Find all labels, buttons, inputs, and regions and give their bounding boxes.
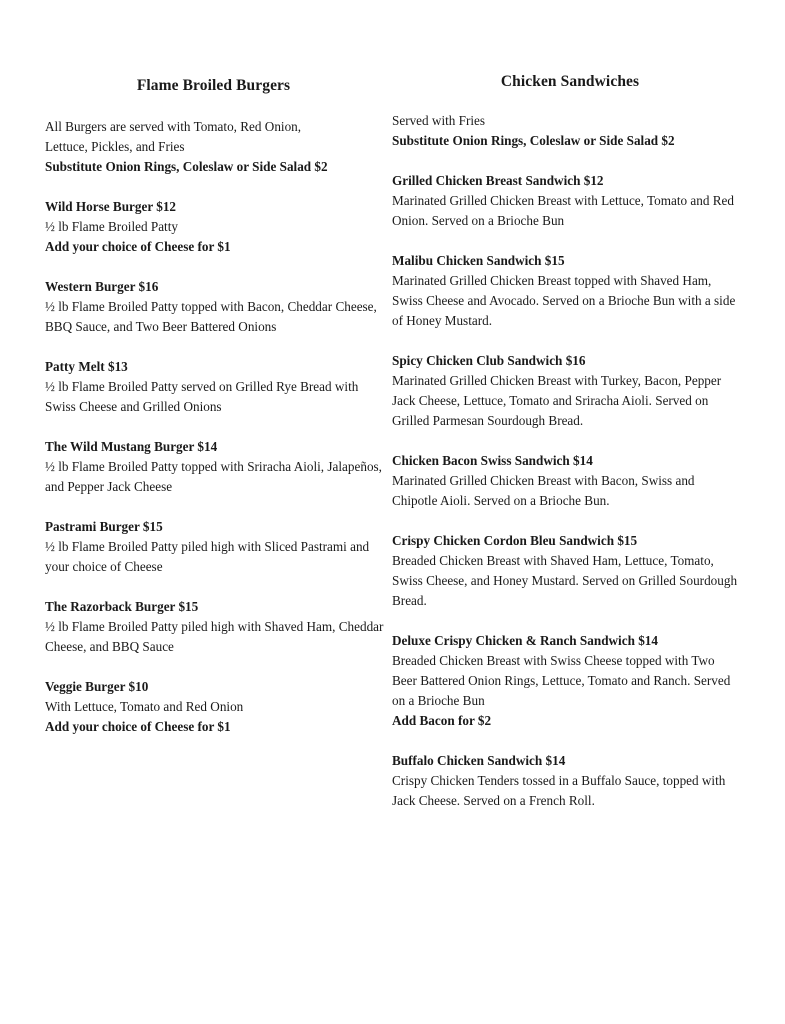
menu-item-note: Add your choice of Cheese for $1 [45,239,231,255]
menu-item-note: Add Bacon for $2 [392,713,492,729]
menu-item-name: Buffalo Chicken Sandwich $14 [392,753,566,769]
chicken-intro [392,111,742,151]
burgers-item-list [45,197,386,737]
menu-item-name: Malibu Chicken Sandwich $15 [392,253,565,269]
menu-item-description: Breaded Chicken Breast with Shaved Ham, Lettuce, Tomato, Swiss Cheese, and Honey Mustard. Served on Grilled Sourdough Bread. [392,553,738,609]
menu-item-description: ½ lb Flame Broiled Patty topped with Sriracha Aioli, Jalapeños, and Pepper Jack Cheese [45,459,382,495]
menu-item-description: Marinated Grilled Chicken Breast with Turkey, Bacon, Pepper Jack Cheese, Lettuce, Tomato and Sriracha Aioli. Served on Grilled Parmesan Sourdough Bread. [392,373,722,429]
menu-item [392,451,742,511]
menu-item-name: Western Burger $16 [45,279,159,295]
menu-item [392,531,742,611]
menu-item-description: Marinated Grilled Chicken Breast topped with Shaved Ham, Swiss Cheese and Avocado. Served on a Brioche Bun with a side of Honey Mustard. [392,273,736,329]
menu-item [45,597,386,657]
menu-item-name: Veggie Burger $10 [45,679,149,695]
menu-item [45,197,386,257]
menu-item-name: Spicy Chicken Club Sandwich $16 [392,353,586,369]
menu-item [392,631,742,731]
menu-item-description: Breaded Chicken Breast with Swiss Cheese topped with Two Beer Battered Onion Rings, Lettuce, Tomato and Ranch. Served on a Brioche Bun [392,653,731,709]
menu-item-description: ½ lb Flame Broiled Patty [45,219,178,235]
menu-item [392,351,742,431]
chicken-intro-line: Substitute Onion Rings, Coleslaw or Side Salad $2 [392,133,675,149]
menu-item [392,751,742,811]
menu-item [45,517,386,577]
menu-item-name: Pastrami Burger $15 [45,519,163,535]
menu-item-description: ½ lb Flame Broiled Patty topped with Bacon, Cheddar Cheese, BBQ Sauce, and Two Beer Battered Onions [45,299,377,335]
menu-item [392,251,742,331]
burgers-section-heading: Flame Broiled Burgers [136,77,291,94]
menu-item-name: Patty Melt $13 [45,359,128,375]
burgers-intro-line: Lettuce, Pickles, and Fries [45,139,185,155]
menu-item-name: Grilled Chicken Breast Sandwich $12 [392,173,604,189]
burgers-intro-line: All Burgers are served with Tomato, Red Onion, [45,119,302,135]
chicken-item-list [392,171,742,811]
menu-item [45,677,386,737]
menu-item-description: ½ lb Flame Broiled Patty piled high with Shaved Ham, Cheddar Cheese, and BBQ Sauce [45,619,384,655]
menu-item-description: ½ lb Flame Broiled Patty served on Grilled Rye Bread with Swiss Cheese and Grilled Onions [45,379,359,415]
menu-item-description: Marinated Grilled Chicken Breast with Bacon, Swiss and Chipotle Aioli. Served on a Brioche Bun. [392,473,695,509]
chicken-section-heading: Chicken Sandwiches [500,73,640,90]
burgers-column [45,0,386,737]
menu-item-name: Deluxe Crispy Chicken & Ranch Sandwich $14 [392,633,658,649]
burgers-intro [45,117,386,177]
menu-item-name: Chicken Bacon Swiss Sandwich $14 [392,453,593,469]
menu-item-name: The Wild Mustang Burger $14 [45,439,218,455]
menu-item-description: Marinated Grilled Chicken Breast with Lettuce, Tomato and Red Onion. Served on a Brioche Bun [392,193,734,229]
menu-item [45,357,386,417]
menu-item [392,171,742,231]
menu-item [45,277,386,337]
menu-item-description: ½ lb Flame Broiled Patty piled high with Sliced Pastrami and your choice of Cheese [45,539,370,575]
chicken-column [392,0,742,811]
menu-item-name: Wild Horse Burger $12 [45,199,177,215]
menu-item-name: Crispy Chicken Cordon Bleu Sandwich $15 [392,533,638,549]
menu-item-description: Crispy Chicken Tenders tossed in a Buffalo Sauce, topped with Jack Cheese. Served on a French Roll. [392,773,726,809]
chicken-intro-line: Served with Fries [392,113,486,129]
menu-item-name: The Razorback Burger $15 [45,599,199,615]
menu-item [45,437,386,497]
menu-item-note: Add your choice of Cheese for $1 [45,719,231,735]
burgers-intro-line: Substitute Onion Rings, Coleslaw or Side Salad $2 [45,159,328,175]
menu-item-description: With Lettuce, Tomato and Red Onion [45,699,244,715]
